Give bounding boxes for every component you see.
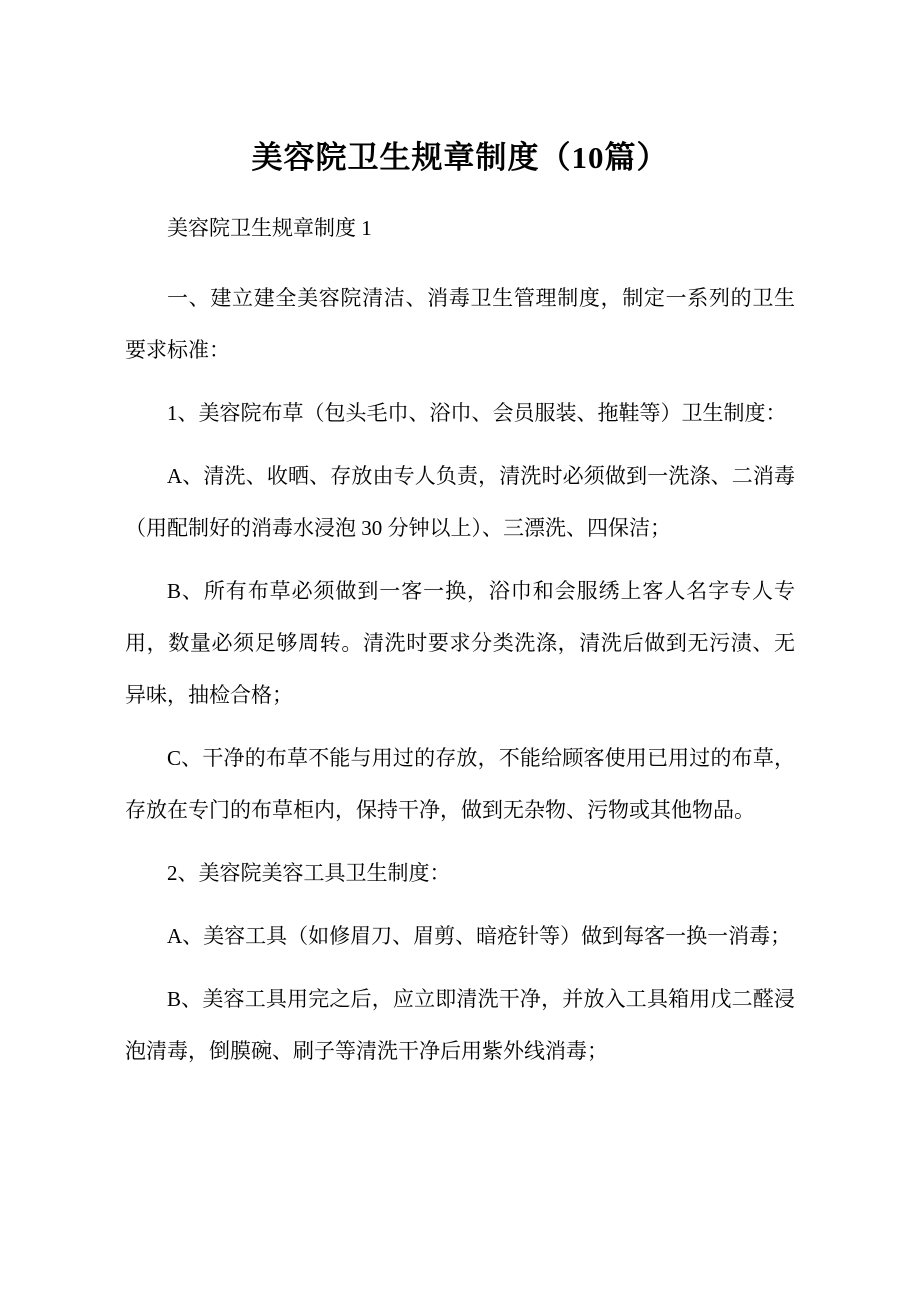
- paragraph-subtitle: 美容院卫生规章制度 1: [167, 216, 372, 241]
- paragraph: 一、建立建全美容院清洁、消毒卫生管理制度，制定一系列的卫生要求标准：: [125, 286, 795, 363]
- paragraph: B、所有布草必须做到一客一换，浴巾和会服绣上客人名字专人专用，数量必须足够周转。清洗时要求分类洗涤，清洗后做到无污渍、无异味，抽检合格；: [125, 579, 795, 708]
- paragraph: C、干净的布草不能与用过的存放，不能给顾客使用已用过的布草，存放在专门的布草柜内，保持干净，做到无杂物、污物或其他物品。: [125, 746, 795, 823]
- paragraph: 1、美容院布草（包头毛巾、浴巾、会员服装、拖鞋等）卫生制度：: [167, 401, 787, 426]
- document-body: [125, 202, 795, 1077]
- paragraph: B、美容工具用完之后，应立即清洗干净，并放入工具箱用戊二醛浸泡清毒，倒膜碗、刷子等清洗干净后用紫外线消毒；: [125, 987, 795, 1064]
- document-title: 美容院卫生规章制度（10篇）: [251, 140, 669, 175]
- paragraph: A、美容工具（如修眉刀、眉剪、暗疮针等）做到每客一换一消毒；: [167, 924, 792, 949]
- paragraph: 2、美容院美容工具卫生制度：: [167, 861, 451, 886]
- paragraph: A、清洗、收晒、存放由专人负责，清洗时必须做到一洗涤、二消毒（用配制好的消毒水浸泡 30 分钟以上）、三漂洗、四保洁；: [125, 464, 795, 541]
